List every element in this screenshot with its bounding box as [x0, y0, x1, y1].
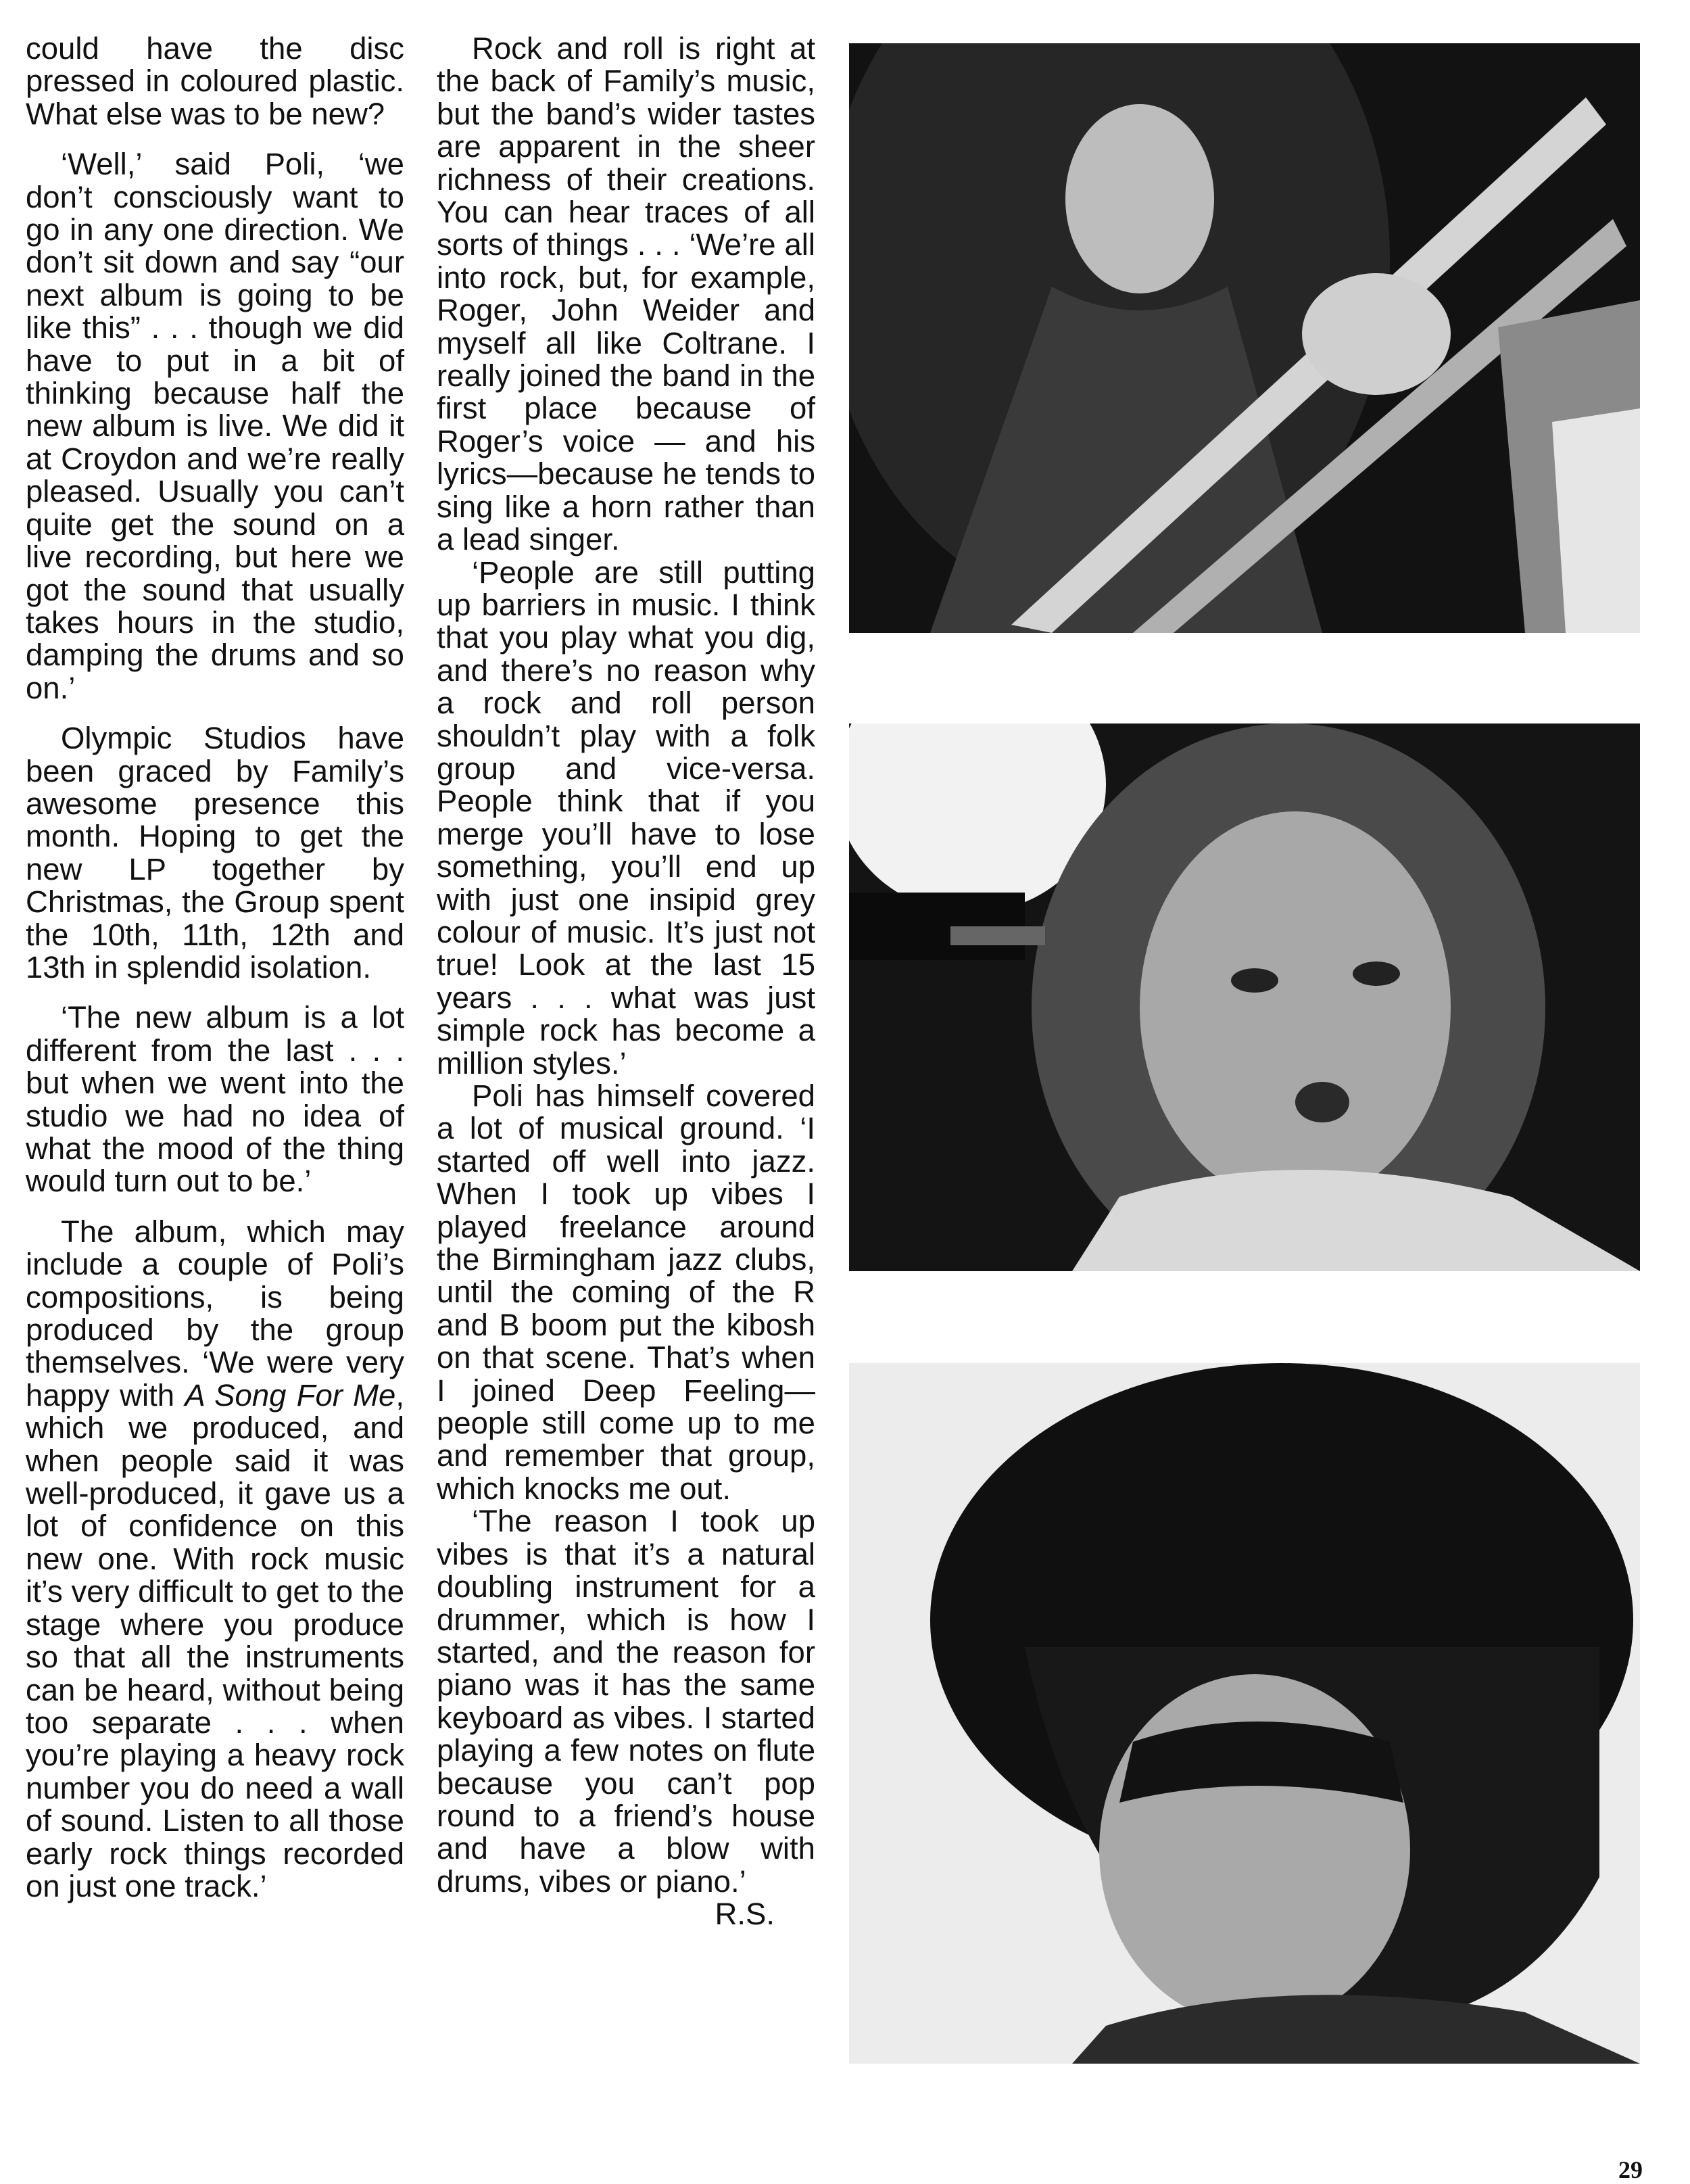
paragraph: ‘Well,’ said Poli, ‘we don’t consciously want to go in any one direction. We don’t sit down and say “our next album is going to be like this” . . . though we did have to put in a bit of thinking because half the new album is live. We did it at Croydon and we’re really pleased. Usually you can’t quite get the sound on a live recording, but here we got the sound that usually takes hours in the studio, damping the drums and so on.’ — [26, 147, 404, 705]
page-number: 29 — [1618, 2156, 1643, 2183]
paragraph: ‘People are still putting up barriers in music. I think that you play what you dig, and there’s no reason why a rock and roll person shouldn’t play with a folk group and vice-versa. People think that if you merge you’ll have to lose something, you’ll end up with just one insipid grey colour of music. It’s just not true! Look at the last 15 years . . . what was just simple rock has become a million styles.’ — [437, 554, 815, 1081]
paragraph: Olympic Studios have been graced by Family’s awesome presence this month. Hoping to get the new LP together by Christmas, the Group spent the 10th, 11th, 12th and 13th in splendid isolation. — [26, 721, 404, 984]
paragraph: Rock and roll is right at the back of Family’s music, but the band’s wider tastes are apparent in the sheer richness of their creations. You can hear traces of all sorts of things . . . ‘We’re all into rock, but, for example, Roger, John Weider and myself all like Coltrane. I really joined the band in the first place because of Roger’s voice — and his lyrics—because he tends to sing like a horn rather than a lead singer. — [437, 31, 815, 557]
paragraph-text: , which we produced, and when people said it was well-produced, it gave us a lot of confidence on this new one. With rock music it’s very difficult to get to the stage where you produce so that all the instruments can be heard, without being too separate . . . when you’re playing a heavy rock number you do need a wall of sound. Listen to all those early rock things recorded on just one track.’ — [26, 1377, 404, 1903]
photo-guitarist — [849, 43, 1640, 633]
paragraph: could have the disc pressed in coloured plastic. What else was to be new? — [26, 31, 404, 131]
article-column-1 — [26, 32, 404, 1920]
photo-drummer — [849, 1363, 1640, 2064]
paragraph: Poli has himself covered a lot of musical ground. ‘I started off well into jazz. When I took up vibes I played freelance around the Birmingham jazz clubs, until the coming of the R and B boom put the kibosh on that scene. That’s when I joined Deep Feeling—people still come up to me and remember that group, which knocks me out. — [437, 1078, 815, 1506]
article-column-2 — [437, 32, 815, 1949]
paragraph — [26, 1216, 404, 1903]
photo-singer — [849, 723, 1640, 1271]
album-title: A Song For Me — [185, 1377, 396, 1413]
author-signature: R.S. — [715, 1897, 775, 1932]
paragraph: ‘The reason I took up vibes is that it’s a natural doubling instrument for a drummer, which is how I started, and the reason for piano was it has the same keyboard as vibes. I started playing a few notes on flute because you can’t pop round to a friend’s house and have a blow with drums, vibes or piano.’ — [437, 1504, 815, 1899]
paragraph: ‘The new album is a lot different from the last . . . but when we went into the studio we had no idea of what the mood of the thing would turn out to be.’ — [26, 1000, 404, 1199]
paragraph-text: The album, which may include a couple of Poli’s compositions, is being produced by the group themselves. ‘We were very happy with — [26, 1214, 404, 1413]
